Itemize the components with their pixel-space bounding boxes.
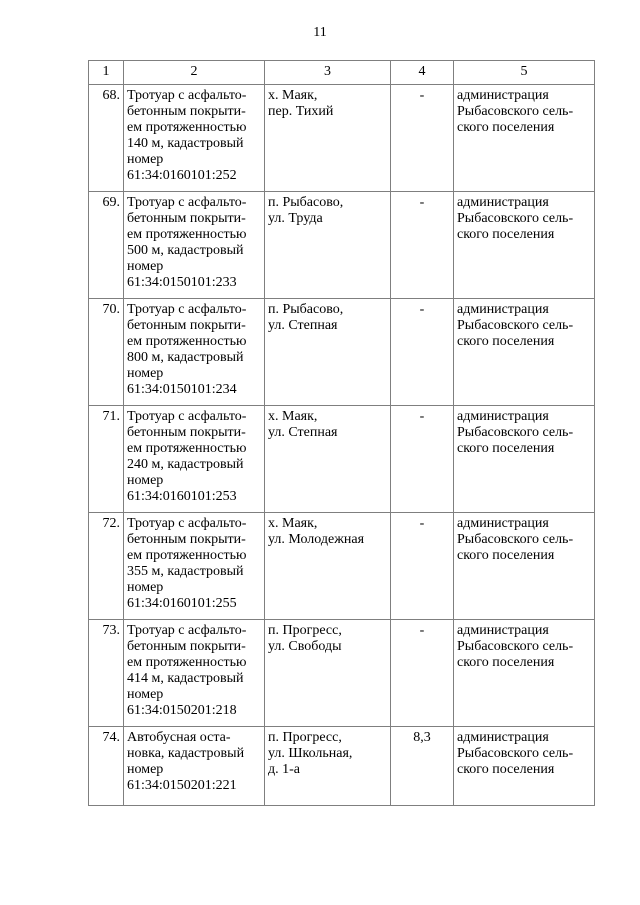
description-line: номер (127, 687, 164, 702)
object-owner (454, 299, 595, 406)
description-line: Тротуар с асфальто- (127, 623, 247, 638)
column-header-3: 3 (265, 61, 391, 85)
owner-line: Рыбасовского сель- (457, 104, 574, 119)
description-line: бетонным покрыти- (127, 425, 246, 440)
object-owner (454, 192, 595, 299)
owner-line: администрация (457, 730, 549, 745)
address-line: х. Маяк, (268, 516, 318, 531)
address-line: п. Рыбасово, (268, 302, 344, 317)
owner-line: ского поселения (457, 762, 555, 777)
owner-line: ского поселения (457, 227, 555, 242)
page-number: 11 (313, 25, 327, 40)
object-value: 8,3 (391, 727, 454, 806)
description-line: бетонным покрыти- (127, 532, 246, 547)
description-line: Тротуар с асфальто- (127, 195, 247, 210)
column-header-5: 5 (454, 61, 595, 85)
owner-line: Рыбасовского сель- (457, 746, 574, 761)
address-line: х. Маяк, (268, 409, 318, 424)
table-header-row (89, 61, 595, 85)
object-description (124, 406, 265, 513)
owner-line: администрация (457, 88, 549, 103)
object-owner (454, 406, 595, 513)
row-number: 68. (89, 85, 124, 192)
description-line: 61:34:0160101:253 (127, 489, 237, 504)
object-address (265, 406, 391, 513)
description-line: Тротуар с асфальто- (127, 409, 247, 424)
table-row (89, 620, 595, 727)
owner-line: Рыбасовского сель- (457, 425, 574, 440)
object-owner (454, 727, 595, 806)
owner-line: администрация (457, 302, 549, 317)
object-value: - (391, 299, 454, 406)
description-line: бетонным покрыти- (127, 639, 246, 654)
object-value: - (391, 513, 454, 620)
object-value: - (391, 192, 454, 299)
description-line: номер (127, 762, 164, 777)
description-line: 61:34:0150101:233 (127, 275, 237, 290)
column-header-1: 1 (89, 61, 124, 85)
description-line: номер (127, 366, 164, 381)
description-line: 61:34:0160101:252 (127, 168, 237, 183)
owner-line: ского поселения (457, 120, 555, 135)
description-line: бетонным покрыти- (127, 211, 246, 226)
column-header-4: 4 (391, 61, 454, 85)
description-line: ем протяженностью (127, 334, 247, 349)
object-owner (454, 85, 595, 192)
object-address (265, 299, 391, 406)
description-line: Тротуар с асфальто- (127, 516, 247, 531)
description-line: 355 м, кадастровый (127, 564, 244, 579)
description-line: 61:34:0150101:234 (127, 382, 237, 397)
description-line: бетонным покрыти- (127, 318, 246, 333)
object-owner (454, 620, 595, 727)
object-owner (454, 513, 595, 620)
address-line: ул. Степная (268, 318, 338, 333)
owner-line: Рыбасовского сель- (457, 532, 574, 547)
row-number: 71. (89, 406, 124, 513)
object-address (265, 620, 391, 727)
owner-line: ского поселения (457, 548, 555, 563)
row-number: 69. (89, 192, 124, 299)
table-row (89, 85, 595, 192)
table-row (89, 406, 595, 513)
owner-line: Рыбасовского сель- (457, 639, 574, 654)
description-line: Автобусная оста- (127, 730, 231, 745)
address-line: ул. Степная (268, 425, 338, 440)
owner-line: ского поселения (457, 334, 555, 349)
description-line: ем протяженностью (127, 227, 247, 242)
address-line: ул. Труда (268, 211, 323, 226)
row-number: 72. (89, 513, 124, 620)
object-description (124, 727, 265, 806)
description-line: 800 м, кадастровый (127, 350, 244, 365)
description-line: 61:34:0150201:218 (127, 703, 237, 718)
object-address (265, 513, 391, 620)
table-row (89, 299, 595, 406)
owner-line: администрация (457, 516, 549, 531)
address-line: ул. Молодежная (268, 532, 365, 547)
object-value: - (391, 620, 454, 727)
row-number: 74. (89, 727, 124, 806)
description-line: 414 м, кадастровый (127, 671, 244, 686)
address-line: х. Маяк, (268, 88, 318, 103)
description-line: ем протяженностью (127, 120, 247, 135)
owner-line: Рыбасовского сель- (457, 211, 574, 226)
owner-line: ского поселения (457, 441, 555, 456)
owner-line: администрация (457, 409, 549, 424)
description-line: Тротуар с асфальто- (127, 88, 247, 103)
address-line: п. Прогресс, (268, 730, 342, 745)
object-description (124, 299, 265, 406)
description-line: номер (127, 473, 164, 488)
description-line: 140 м, кадастровый (127, 136, 244, 151)
object-description (124, 513, 265, 620)
address-line: д. 1-а (268, 762, 300, 777)
description-line: бетонным покрыти- (127, 104, 246, 119)
address-line: ул. Школьная, (268, 746, 353, 761)
description-line: 61:34:0160101:255 (127, 596, 237, 611)
description-line: ем протяженностью (127, 655, 247, 670)
object-address (265, 85, 391, 192)
address-line: пер. Тихий (268, 104, 334, 119)
description-line: номер (127, 152, 164, 167)
table-row (89, 727, 595, 806)
address-line: ул. Свободы (268, 639, 342, 654)
object-value: - (391, 406, 454, 513)
description-line: новка, кадастровый (127, 746, 245, 761)
object-value: - (391, 85, 454, 192)
description-line: Тротуар с асфальто- (127, 302, 247, 317)
owner-line: администрация (457, 623, 549, 638)
row-number: 70. (89, 299, 124, 406)
owner-line: Рыбасовского сель- (457, 318, 574, 333)
description-line: 61:34:0150201:221 (127, 778, 237, 793)
object-address (265, 727, 391, 806)
description-line: номер (127, 259, 164, 274)
owner-line: администрация (457, 195, 549, 210)
description-line: 240 м, кадастровый (127, 457, 244, 472)
description-line: 500 м, кадастровый (127, 243, 244, 258)
owner-line: ского поселения (457, 655, 555, 670)
address-line: п. Прогресс, (268, 623, 342, 638)
description-line: ем протяженностью (127, 548, 247, 563)
description-line: ем протяженностью (127, 441, 247, 456)
table-row (89, 513, 595, 620)
object-description (124, 620, 265, 727)
column-header-2: 2 (124, 61, 265, 85)
row-number: 73. (89, 620, 124, 727)
object-address (265, 192, 391, 299)
table-row (89, 192, 595, 299)
property-registry-table (88, 60, 595, 806)
object-description (124, 85, 265, 192)
object-description (124, 192, 265, 299)
description-line: номер (127, 580, 164, 595)
address-line: п. Рыбасово, (268, 195, 344, 210)
